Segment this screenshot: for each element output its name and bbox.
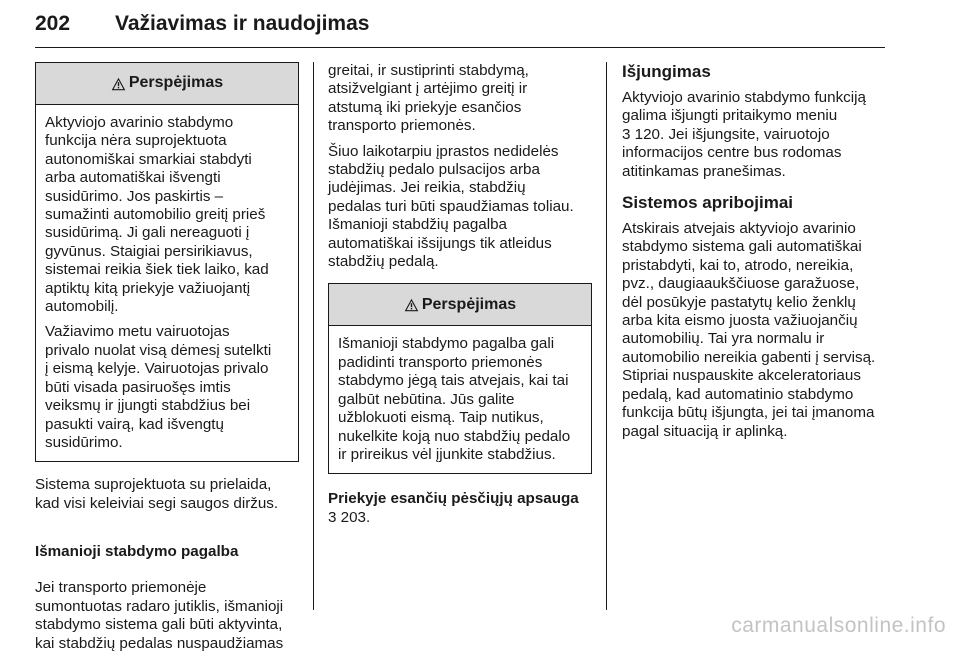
warning-header bbox=[329, 284, 591, 326]
page-header bbox=[35, 8, 885, 48]
body-paragraph: Šiuo laikotarpiu įprastos nedidelės stabdžių pedalo pulsacijos arba judėjimas. Jei reikia, stabdžių pedalas turi būti spaudžiamas toliau. Išmanioji stabdžių pagalba automatiškai išsijungs tik atleidus stabdžių pedalą. bbox=[328, 142, 574, 271]
warning-paragraph: Važiavimo metu vairuotojas privalo nuolat visą dėmesį sutelkti į eismą kelyje. Vairuotojas privalo būti visada pasiruošęs imtis veiksmų ir įjungti stabdžius bei pasukti vairą, kad išvengtų susidūrimo. bbox=[45, 323, 272, 451]
warning-header bbox=[36, 63, 298, 105]
body-paragraph: Atskirais atvejais aktyviojo avarinio stabdymo sistema gali automatiškai pristabdyti, kai to, atrodo, nereikia, pvz., daugiaaukščiuose garažuose, dėl posūkyje pastatytų kelio ženklų arba kita eismo juosta važiuojančių automobilių. Tai yra normalu ir automobilio nereikia gabenti į servisą. Stipriai nuspauskite akceleratoriaus pedalą, kad automatinio stabdymo funkcija būtų išjungta, jei tai įmanoma pagal situaciją ir aplinką. bbox=[622, 220, 876, 440]
warning-box bbox=[328, 283, 592, 474]
body-paragraph: greitai, ir sustiprinti stabdymą, atsižvelgiant į artėjimo greitį ir atstumą iki priekyje esančios transporto priemonės. bbox=[328, 62, 529, 135]
column-divider bbox=[606, 62, 607, 610]
warning-triangle-icon bbox=[404, 298, 419, 312]
watermark: carmanualsonline.info bbox=[731, 614, 946, 637]
column-3 bbox=[622, 62, 886, 448]
warning-paragraph: Aktyviojo avarinio stabdymo funkcija nėra suprojektuota autonomiškai smarkiai stabdyti arba automatiškai išvengti susidūrimo. Jos paskirtis – sumažinti automobilio greitį prieš susidūrimą. Ji gali nereaguoti į gyvūnus. Staigiai persirikiavus, sistemai reikia šiek tiek laiko, kad aptiktų kitą priekyje važiuojantį automobilį. bbox=[45, 114, 269, 316]
warning-triangle-icon bbox=[111, 77, 126, 91]
column-1 bbox=[35, 62, 299, 671]
column-divider bbox=[313, 62, 314, 610]
header-rule bbox=[35, 47, 885, 48]
subheading: Išmanioji stabdymo pagalba bbox=[35, 542, 239, 560]
warning-title: Perspėjimas bbox=[128, 74, 224, 92]
body-paragraph: Aktyviojo avarinio stabdymo funkciją galima išjungti pritaikymo meniu 3 120. Jei išjungsite, vairuotojo informacijos centre bus rodomas atitinkamas pranešimas. bbox=[622, 89, 866, 180]
warning-box bbox=[35, 62, 299, 462]
warning-body bbox=[329, 326, 591, 473]
page-number: 202 bbox=[35, 12, 71, 35]
warning-body bbox=[36, 105, 298, 461]
subheading: Priekyje esančių pėsčiųjų apsauga bbox=[328, 490, 579, 508]
subsection bbox=[35, 524, 299, 671]
warning-paragraph: Išmanioji stabdymo pagalba gali padidinti transporto priemonės stabdymo jėgą tais atvejais, kai tai galbūt nebūtina. Jūs galite užblokuoti eismą. Taip nutikus, nukelkite koją nuo stabdžių pedalo ir prireikus vėl įjunkite stabdžius. bbox=[338, 335, 571, 463]
body-paragraph: Sistema suprojektuota su prielaida, kad visi keleiviai segi saugos diržus. bbox=[35, 476, 279, 512]
body-paragraph: Jei transporto priemonėje sumontuotas radaro jutiklis, išmanioji stabdymo sistema gali būti aktyvinta, kai stabdžių pedalas nuspaudžiamas bbox=[35, 579, 284, 652]
column-2 bbox=[328, 62, 592, 527]
section-heading: Sistemos apribojimai bbox=[622, 193, 793, 213]
subsection bbox=[328, 490, 592, 527]
section-heading: Išjungimas bbox=[622, 62, 711, 81]
warning-title: Perspėjimas bbox=[421, 295, 517, 313]
running-title: Važiavimas ir naudojimas bbox=[115, 12, 370, 35]
page-reference: 3 203. bbox=[328, 508, 371, 526]
